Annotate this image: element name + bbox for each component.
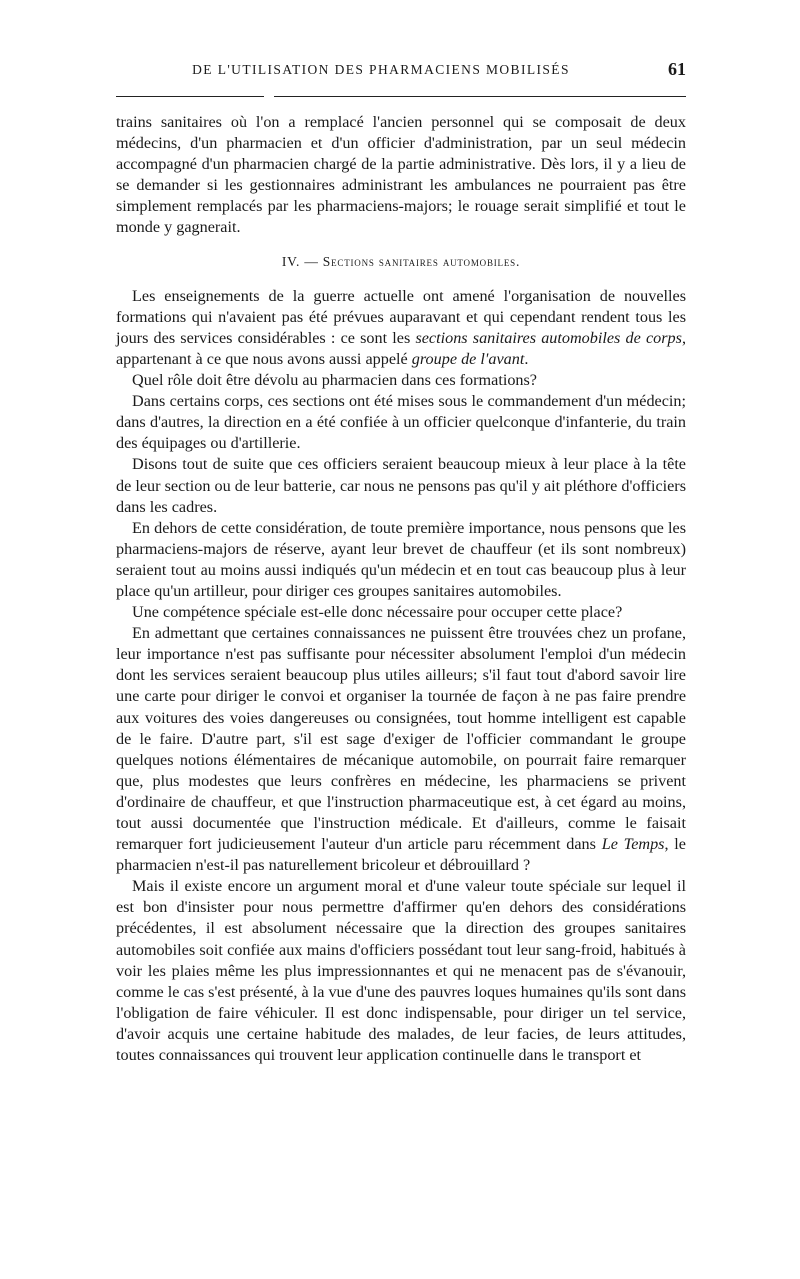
running-header xyxy=(116,59,686,84)
paragraph: Mais il existe encore un argument moral et d'une valeur toute spéciale sur lequel il est bon d'insister pour nous permettre d'affirmer qu'en dehors des considérations précédentes, il est absolument nécessaire que la direction des groupes sanitaires automobiles soit confiée aux mains d'officiers possédant tout leur sang-froid, habitués à voir les plaies même les plus impressionnantes et qui ne menacent pas de s'évanouir, comme le cas s'est présenté, à la vue d'une des pauvres loques humaines qu'ils sont dans l'obligation de faire véhiculer. Il est donc indispensable, pour diriger un tel service, d'avoir acquis une certaine habitude des malades, de leur facies, de leurs attitudes, toutes connaissances qui trouvent leur application continuelle dans le transport et xyxy=(116,877,686,1065)
italic-term: sections sanitaires automobiles de corps xyxy=(415,328,682,347)
paragraph: Une compétence spéciale est-elle donc nécessaire pour occuper cette place? xyxy=(132,603,623,622)
paragraph: Disons tout de suite que ces officiers seraient beaucoup mieux à leur place à la tête de leur section ou de leur batterie, car nous ne pensons pas qu'il y ait pléthore d'officiers dans les cadres. xyxy=(116,455,686,516)
italic-term: groupe de l'avant xyxy=(411,349,525,368)
running-title: DE L'UTILISATION DES PHARMACIENS MOBILISÉS xyxy=(192,62,570,77)
paragraph: Dans certains corps, ces sections ont été mises sous le commandement d'un médecin; dans d'autres, la direction en a été confiée à un officier quelconque d'infanterie, du train des équipages ou d'artillerie. xyxy=(116,392,686,453)
paragraph: Les enseignements de la guerre actuelle ont amené l'organisation de nouvelles formations qui n'avaient pas été prévues auparavant et qui cependant rendent tous les jours des services considérables : ce sont les sections sanitaires automobiles de corps, appartenant à ce que nous avons aussi appelé groupe de l'avant. xyxy=(116,286,686,368)
paragraph: En admettant que certaines connaissances ne puissent être trouvées chez un profane, leur importance n'est pas suffisante pour nécessiter absolument l'emploi d'un médecin dont les services seraient beaucoup plus utiles ailleurs; s'il faut tout d'abord savoir lire une carte pour diriger le convoi et organiser la tournée de façon à ne pas faire prendre aux voitures des voies dangereuses ou consignées, tout homme intelligent est capable de le faire. D'autre part, s'il est sage d'exiger de l'officier commandant le groupe quelques notions élémentaires de mécanique automobile, on pourrait faire remarquer que, plus modestes que leurs confrères en médecine, les pharmaciens se privent d'ordinaire de chauffeur, et que l'instruction pharmaceutique est, à cet égard au moins, tout aussi documentée que l'instruction médicale. Et d'ailleurs, comme le faisait remarquer fort judicieusement l'auteur d'un article paru récemment dans Le Temps, le pharmacien n'est-il pas naturellement bricoleur et débrouillard ? xyxy=(116,624,686,875)
body-text xyxy=(116,112,686,1066)
header-rule xyxy=(116,96,686,97)
italic-term: Le Temps xyxy=(601,835,665,854)
paragraph: Quel rôle doit être dévolu au pharmacien dans ces formations? xyxy=(132,371,537,390)
paragraph: En dehors de cette considération, de toute première importance, nous pensons que les pharmaciens-majors de réserve, ayant leur brevet de chauffeur (et ils sont nombreux) seraient tout au moins aussi indiqués qu'un médecin et en tout cas beaucoup plus à leur place qu'un artilleur, pour diriger ces groupes sanitaires automobiles. xyxy=(116,518,686,600)
section-heading: IV. — Sections sanitaires automobiles. xyxy=(281,253,521,269)
page-number: 61 xyxy=(668,59,686,79)
paragraph: trains sanitaires où l'on a remplacé l'ancien personnel qui se composait de deux médecins, d'un pharmacien et d'un officier d'administration, par un seul médecin accompagné d'un pharmacien chargé de la partie administrative. Dès lors, il y a lieu de se demander si les gestionnaires administrant les ambulances ne pourraient pas être simplement remplacés par les pharmaciens-majors; le rouage serait simplifié et tout le monde y gagnerait. xyxy=(116,113,686,237)
